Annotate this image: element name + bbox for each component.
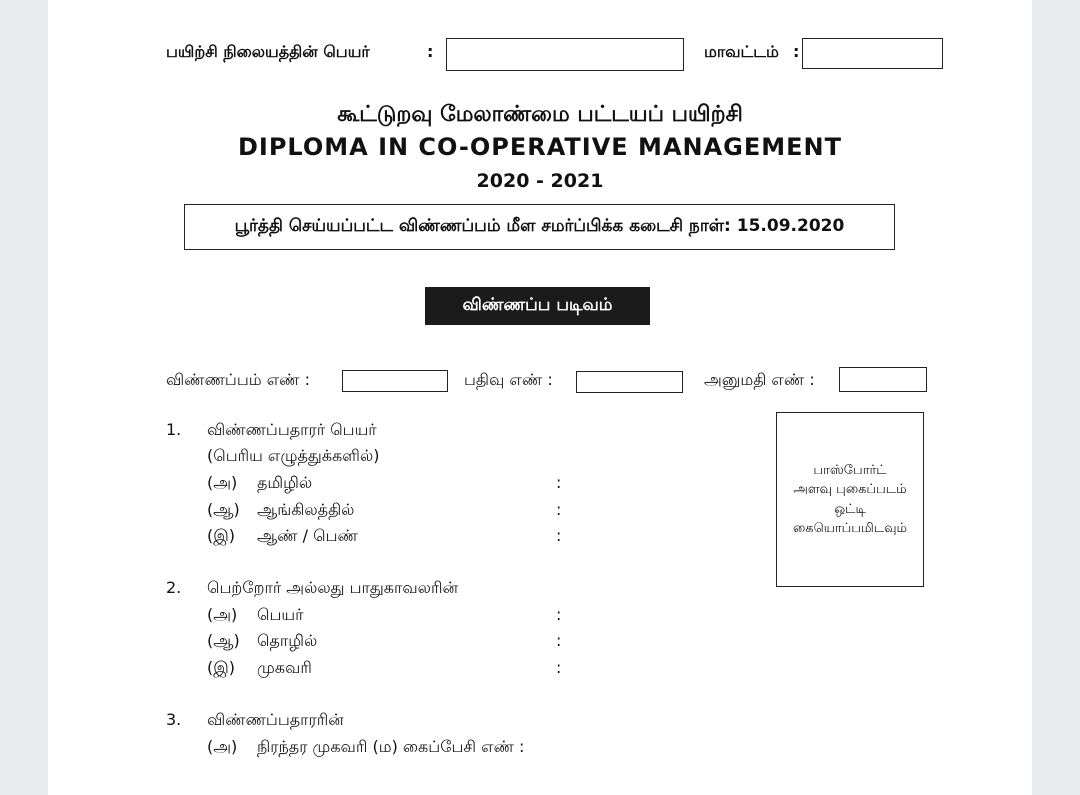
training-centre-colon: : (427, 42, 434, 61)
district-label: மாவட்டம் (704, 42, 779, 61)
form-heading-text: விண்ணப்ப படிவம் (462, 295, 613, 315)
deadline-text: பூர்த்தி செய்யப்பட்ட விண்ணப்பம் மீள சமர்ப்பிக்க கடைசி நாள்: 15.09.2020 (234, 216, 845, 236)
photo-text-line4: கையொப்பமிடவும் (792, 521, 908, 536)
title-tamil: கூட்டுறவு மேலாண்மை பட்டயப் பயிற்சி (337, 102, 743, 127)
application-number-label: விண்ணப்பம் எண் : (166, 370, 311, 389)
section-3-item-a-label: நிரந்தர முகவரி (ம) கைப்பேசி எண் : (257, 737, 525, 756)
passport-photo-box[interactable] (776, 412, 924, 587)
training-centre-input[interactable] (446, 38, 684, 71)
section-2-item-b-colon: : (556, 631, 562, 650)
section-2-item-c-label: முகவரி (257, 658, 312, 677)
section-1-number: 1. (166, 420, 182, 439)
title-year: 2020 - 2021 (476, 170, 604, 192)
section-2-title: பெற்றோர் அல்லது பாதுகாவலரின் (207, 578, 458, 597)
section-1-title: விண்ணப்பதாரர் பெயர் (207, 420, 377, 439)
permission-number-label: அனுமதி எண் : (704, 370, 815, 389)
section-2-item-b-label: தொழில் (257, 631, 318, 650)
district-colon: : (793, 42, 800, 61)
photo-text-line3: ஒட்டி (834, 501, 866, 517)
section-1-item-a-label: தமிழில் (257, 473, 313, 492)
section-3-item-a-marker: (அ) (207, 737, 238, 756)
section-1-item-b-colon: : (556, 500, 562, 519)
section-2-item-a-label: பெயர் (257, 605, 304, 624)
section-1-subtitle: (பெரிய எழுத்துக்களில்) (207, 446, 380, 465)
section-2-item-c-colon: : (556, 658, 562, 677)
section-2-item-b-marker: (ஆ) (207, 631, 240, 650)
district-input[interactable] (802, 38, 943, 69)
photo-text-line2: அளவு புகைப்படம் (793, 482, 907, 497)
section-1-item-c-colon: : (556, 526, 562, 545)
photo-text-line1: பாஸ்போர்ட் (813, 462, 887, 478)
section-1-item-a-colon: : (556, 473, 562, 492)
section-1-item-c-label: ஆண் / பெண் (257, 526, 358, 545)
permission-number-input[interactable] (839, 367, 927, 392)
section-1-item-b-label: ஆங்கிலத்தில் (257, 500, 355, 519)
section-2-item-c-marker: (இ) (207, 658, 236, 677)
section-2-item-a-marker: (அ) (207, 605, 238, 624)
registration-number-input[interactable] (576, 371, 683, 393)
application-number-input[interactable] (342, 370, 448, 392)
section-2-item-a-colon: : (556, 605, 562, 624)
section-3-title: விண்ணப்பதாரரின் (207, 710, 344, 729)
section-3-number: 3. (166, 710, 182, 729)
section-2-number: 2. (166, 578, 182, 597)
form-heading-bar (425, 287, 650, 325)
deadline-box (184, 204, 895, 250)
title-english: DIPLOMA IN CO-OPERATIVE MANAGEMENT (237, 133, 843, 161)
section-1-item-b-marker: (ஆ) (207, 500, 240, 519)
registration-number-label: பதிவு எண் : (464, 370, 553, 389)
training-centre-label: பயிற்சி நிலையத்தின் பெயர் (166, 42, 370, 61)
section-1-item-a-marker: (அ) (207, 473, 238, 492)
section-1-item-c-marker: (இ) (207, 526, 236, 545)
form-page (48, 0, 1032, 795)
